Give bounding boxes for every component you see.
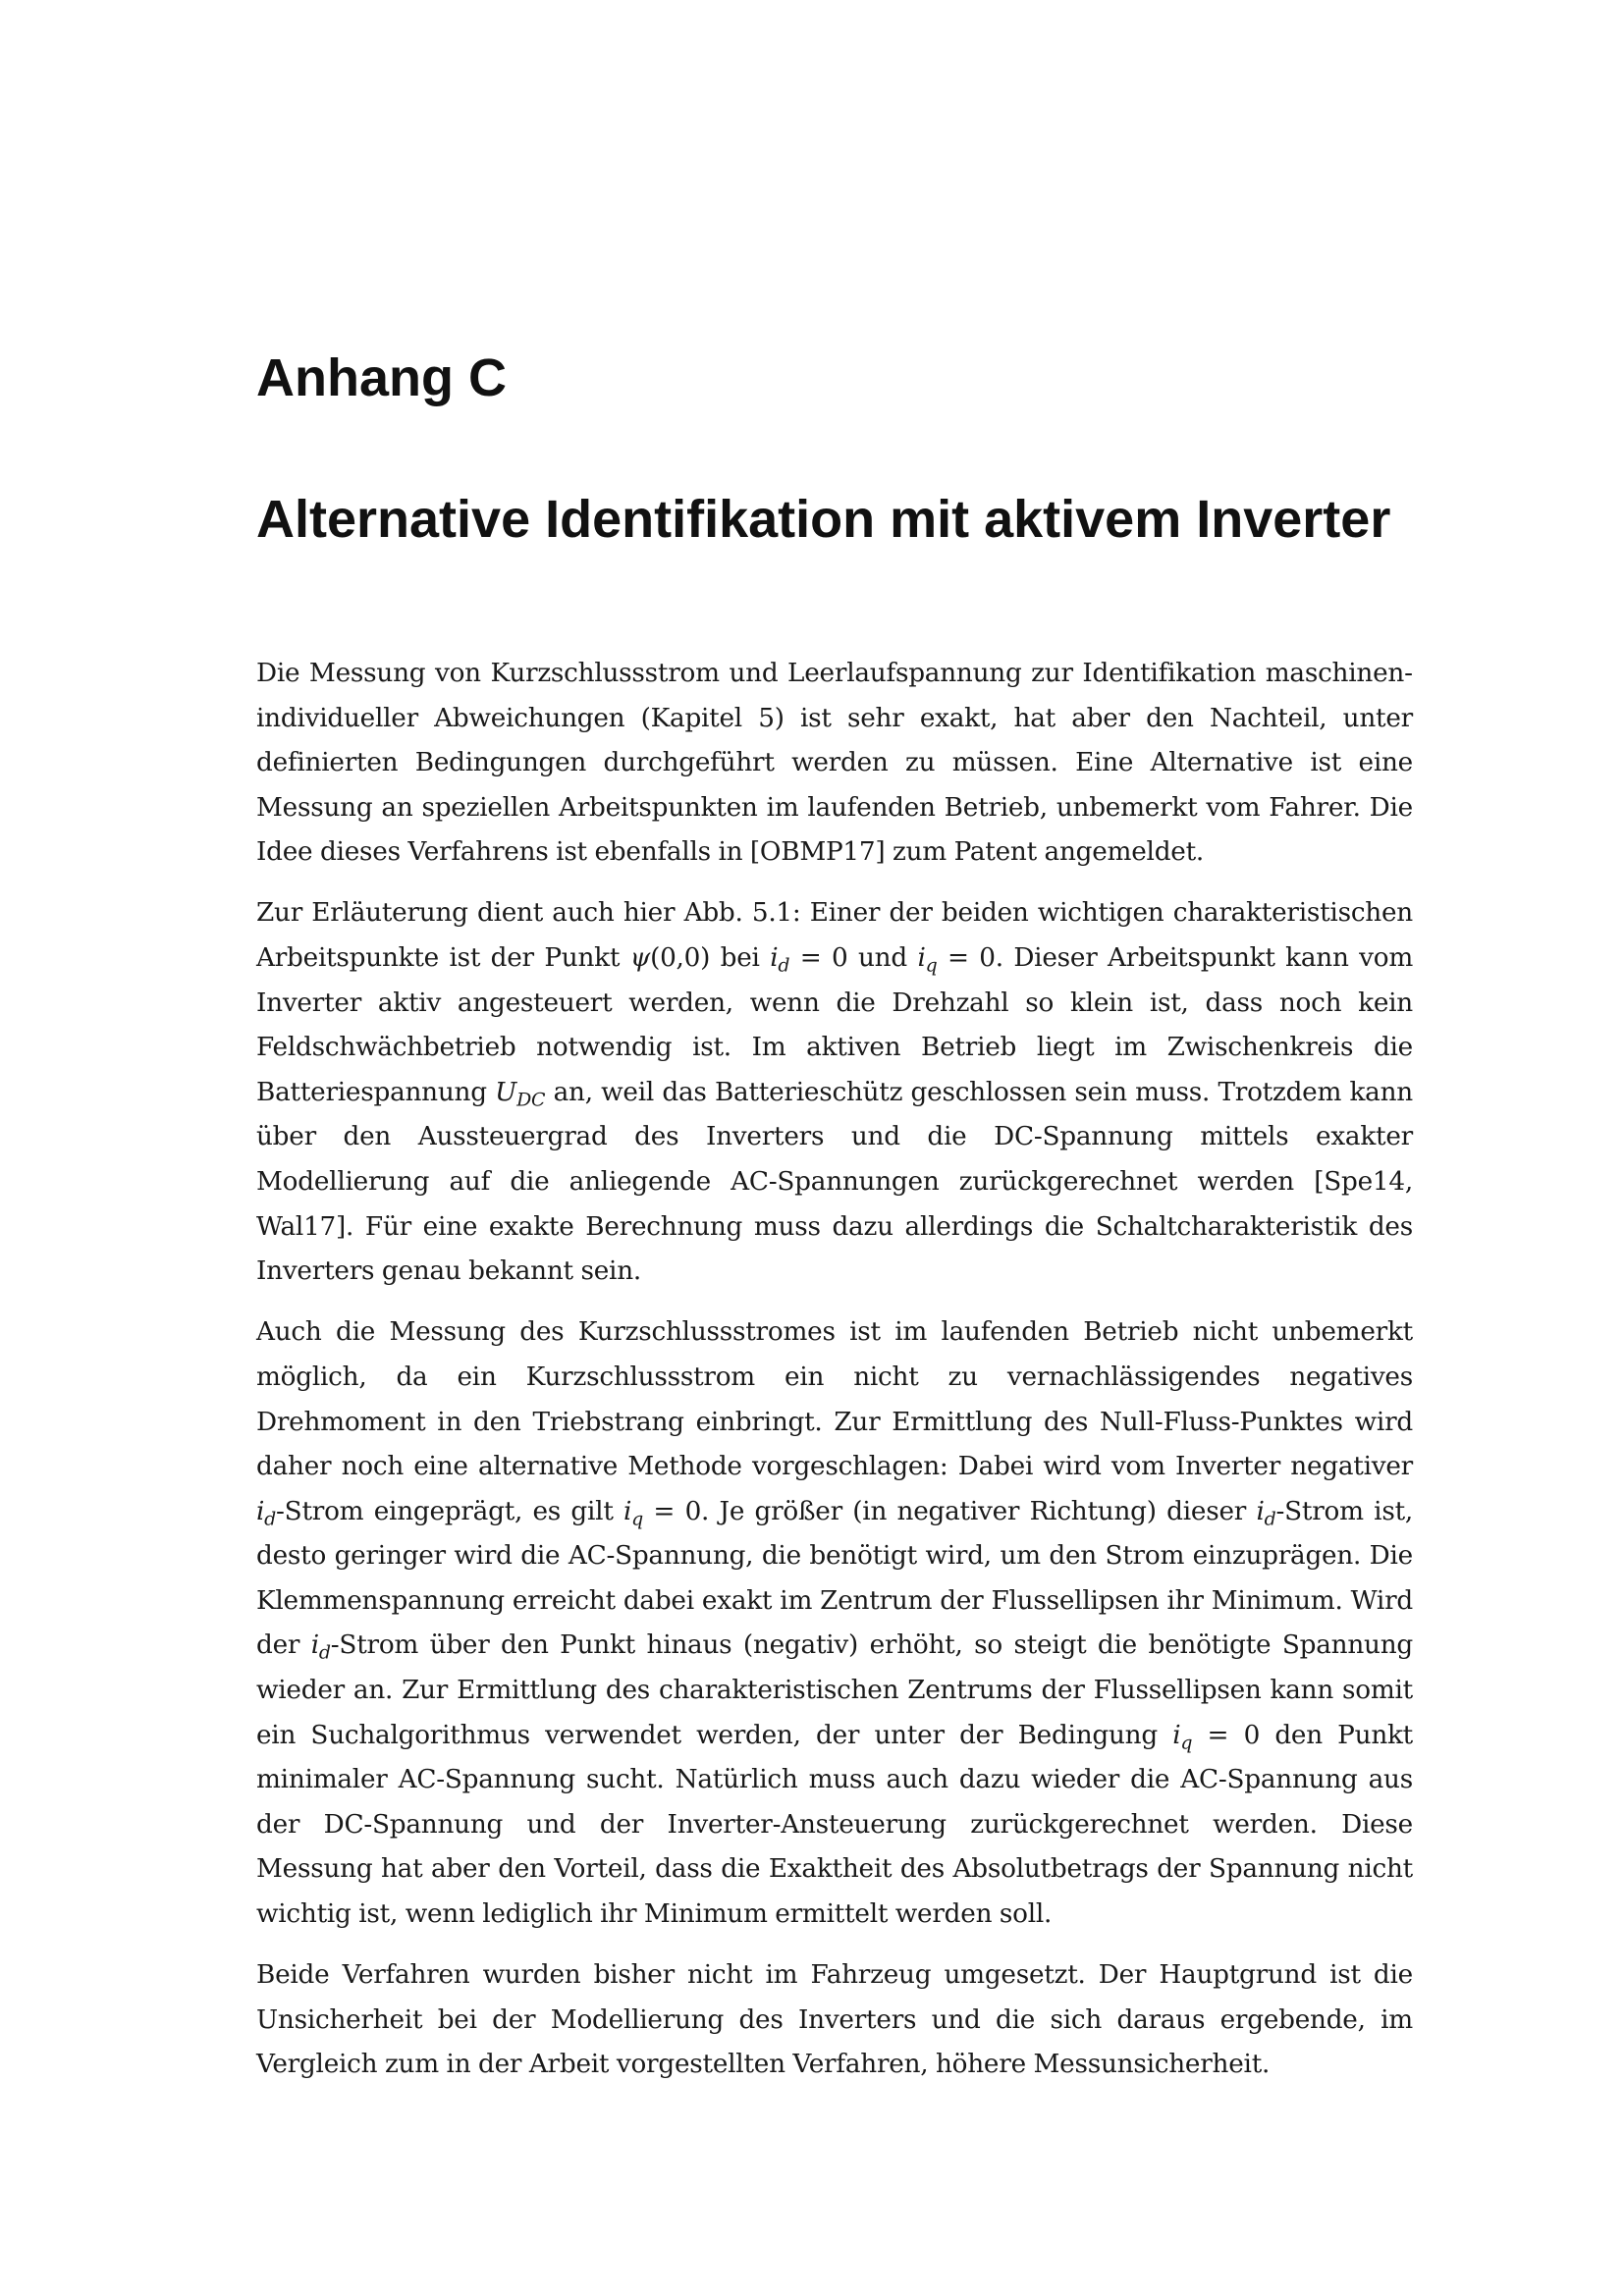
math-sub-d: d [264, 1508, 277, 1530]
math-id [310, 1630, 331, 1665]
math-id [1256, 1496, 1276, 1530]
body-text [256, 652, 1413, 2104]
chapter-label: Anhang C [256, 348, 507, 407]
math-id [256, 1496, 277, 1530]
p2-text-1: Zur Erläuterung dient auch hier Abb. 5.1: Einer der beiden wichtigen charakteristischen Arbeitspunkte ist der Punkt [256, 898, 1413, 974]
math-U: U [495, 1077, 517, 1107]
paragraph-3 [256, 1310, 1413, 1937]
p2-text-3: und [847, 943, 918, 974]
p3-text-2: -Strom eingeprägt, es gilt [276, 1496, 623, 1526]
math-i: i [1256, 1496, 1265, 1526]
p3-text-4: -Strom ist, desto geringer wird die AC-Spannung, die benötigt wird, um den Strom einzuprägen. Die Klemmenspannung erreicht dabei exakt im Zentrum der Flussellipsen ihr Minimum. Wird der [256, 1496, 1414, 1661]
math-sub-q: q [1180, 1732, 1193, 1754]
chapter-title: Alternative Identifikation mit aktivem Inverter [256, 490, 1391, 549]
math-sub-d: d [778, 954, 790, 977]
math-sub-dc: DC [516, 1089, 546, 1111]
paragraph-1 [256, 652, 1413, 876]
paragraph-4 [256, 1953, 1413, 2088]
math-iq-equals-zero [623, 1496, 702, 1530]
p2-text-4: . Dieser Arbeitspunkt kann vom Inverter aktiv angesteuert werden, wenn die Drehzahl so klein ist, dass noch kein Feldschwächbetrieb notwendig ist. Im aktiven Betrieb liegt im Zwischenkreis die Batteriespannung [256, 943, 1414, 1107]
math-i: i [770, 943, 779, 974]
math-i: i [917, 943, 926, 974]
p3-text-5: -Strom über den Punkt hinaus (negativ) erhöht, so steigt die benötigte Spannung wieder an. Zur Ermittlung des charakteristischen Zentrums der Flussellipsen kann somit ein Suchalgorithmus verwendet werden, der unter der Bedingung [256, 1630, 1413, 1750]
math-sub-d: d [1264, 1508, 1276, 1530]
math-eq-zero: = 0 [789, 943, 848, 974]
paragraph-2 [256, 891, 1413, 1294]
p3-text-1: Auch die Messung des Kurzschlussstromes ist im laufenden Betrieb nicht unbemerkt möglich, da ein Kurzschlussstrom ein nicht zu vernachlässigendes negatives Drehmoment in den Triebstrang einbringt. Zur Ermittlung des Null-Fluss-Punktes wird daher noch eine alternative Methode vorgeschlagen: Dabei wird vom Inverter negativer [256, 1317, 1413, 1482]
math-sub-q: q [925, 954, 938, 977]
p2-text-5: an, weil das Batterieschütz geschlossen sein muss. Trotzdem kann über den Aussteuergrad des Inverters und die DC-Spannung mittels exakter Modellierung auf die anliegende AC-Spannungen zurückgerechnet werden [Spe14, Wal17]. Für eine exakte Berechnung muss dazu allerdings die Schaltcharakteristik des Inverters genau bekannt sein. [256, 1077, 1413, 1287]
math-eq-zero: = 0 [1192, 1720, 1261, 1750]
p3-text-3: . Je größer (in negativer Richtung) dieser [701, 1496, 1257, 1526]
p3-text-6: den Punkt minimaler AC-Spannung sucht. Natürlich muss auch dazu wieder die AC-Spannung aus der DC-Spannung und der Inverter-Ansteuerung zurückgerechnet werden. Diese Messung hat aber den Vorteil, dass die Exaktheit des Absolutbetrags der Spannung nicht wichtig ist, wenn lediglich ihr Minimum ermittelt werden soll. [256, 1720, 1414, 1930]
math-i: i [1172, 1720, 1181, 1750]
math-i: i [256, 1496, 265, 1526]
math-i: i [623, 1496, 632, 1526]
math-i: i [310, 1630, 319, 1661]
math-sub-d: d [318, 1642, 331, 1665]
math-sub-q: q [631, 1508, 644, 1530]
paragraph-4-text: Beide Verfahren wurden bisher nicht im Fahrzeug umgesetzt. Der Hauptgrund ist die Unsicherheit bei der Modellierung des Inverters und die sich daraus ergebende, im Vergleich zum in der Arbeit vorgestellten Verfahren, höhere Messunsicherheit. [256, 1960, 1413, 2080]
math-psi-symbol: ψ [629, 943, 651, 974]
math-id-equals-zero [770, 943, 848, 977]
math-udc [495, 1077, 546, 1111]
math-psi-args: (0,0) [650, 943, 711, 974]
math-eq-zero: = 0 [643, 1496, 702, 1526]
math-iq-equals-zero [917, 943, 996, 977]
paragraph-1-text: Die Messung von Kurzschlussstrom und Leerlaufspannung zur Identifikation maschinenindividueller Abweichungen (Kapitel 5) ist sehr exakt, hat aber den Nachteil, unter definierten Bedingungen durchgeführt werden zu müssen. Eine Alternative ist eine Messung an speziellen Arbeitspunkten im laufenden Betrieb, unbemerkt vom Fahrer. Die Idee dieses Verfahrens ist ebenfalls in [OBMP17] zum Patent angemeldet. [256, 659, 1413, 868]
math-eq-zero: = 0 [937, 943, 996, 974]
p2-text-2: bei [710, 943, 771, 974]
math-iq-equals-zero [1172, 1720, 1261, 1754]
math-psi [630, 943, 710, 973]
